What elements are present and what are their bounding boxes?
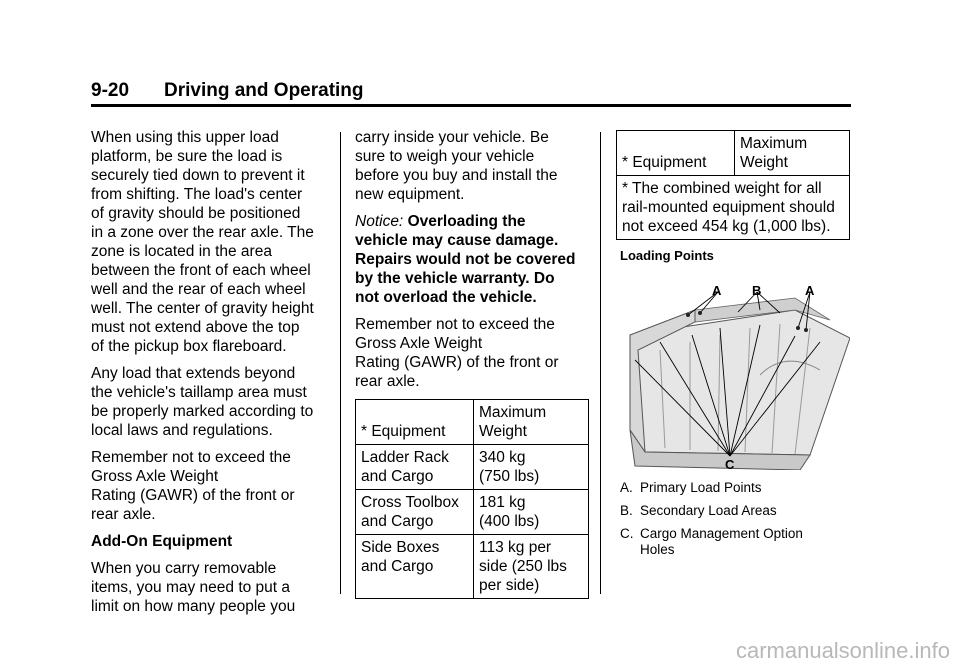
figure-title: Loading Points — [620, 248, 714, 263]
column-2 — [355, 128, 595, 599]
caption-key: A. — [620, 480, 633, 495]
label-b: B — [752, 283, 762, 298]
cell-equipment: Side Boxes and Cargo — [356, 535, 474, 599]
page-header — [91, 80, 851, 104]
table-footnote-row — [617, 176, 850, 240]
subheading: Add-On Equipment — [91, 533, 233, 550]
header-equipment: * Equipment — [356, 400, 474, 445]
loading-points-figure — [620, 280, 850, 470]
table-header-row — [617, 131, 850, 176]
section-title: Driving and Operating — [164, 80, 364, 101]
equipment-weight-table — [355, 399, 589, 599]
table-row — [356, 445, 589, 490]
header-weight: Maximum Weight — [735, 131, 850, 176]
header-equipment: * Equipment — [617, 131, 735, 176]
caption-item — [620, 480, 855, 496]
caption-text: Cargo Management Option Holes — [640, 526, 803, 557]
column-3 — [616, 130, 852, 240]
cell-equipment: Cross Toolbox and Cargo — [356, 490, 474, 535]
equipment-weight-table-continued — [616, 130, 850, 240]
column-divider-2 — [600, 132, 601, 594]
caption-text: Secondary Load Areas — [640, 503, 777, 518]
table-header-row — [356, 400, 589, 445]
cell-weight: 113 kg per side (250 lbs per side) — [474, 535, 589, 599]
table-row — [356, 490, 589, 535]
table-row — [356, 535, 589, 599]
page-number: 9-20 — [91, 80, 130, 101]
paragraph: When using this upper load platform, be sure the load is securely tied down to prevent it from shifting. The load's center of gravity should be positioned in a zone over the rear axle. The zone is located in the area between the front of each wheel well and the rear of each wheel well. The center of gravity height must not extend above the top of the pickup box flareboard. — [91, 129, 314, 355]
notice-text: Overloading the vehicle may cause damage. Repairs would not be covered by the vehicle warranty. Do not overload the vehicle. — [355, 213, 576, 306]
paragraph: Remember not to exceed the Gross Axle Weight Rating (GAWR) of the front or rear axle. — [355, 316, 559, 390]
caption-item — [620, 503, 855, 519]
column-1 — [91, 128, 336, 624]
caption-item — [620, 526, 855, 558]
cell-weight: 340 kg (750 lbs) — [474, 445, 589, 490]
watermark: carmanualsonline.info — [735, 638, 950, 663]
paragraph: Any load that extends beyond the vehicle's taillamp area must be properly marked according to local laws and regulations. — [91, 365, 314, 439]
truck-bed-illustration — [620, 280, 850, 470]
figure-captions — [620, 480, 855, 565]
paragraph: When you carry removable items, you may need to put a limit on how many people you — [91, 560, 296, 615]
paragraph: Remember not to exceed the Gross Axle Weight Rating (GAWR) of the front or rear axle. — [91, 449, 295, 523]
caption-key: C. — [620, 526, 634, 541]
cell-equipment: Ladder Rack and Cargo — [356, 445, 474, 490]
table-footnote: * The combined weight for all rail-mounted equipment should not exceed 454 kg (1,000 lbs). — [617, 176, 850, 240]
header-rule — [91, 104, 851, 107]
column-divider-1 — [340, 132, 341, 594]
caption-text: Primary Load Points — [640, 480, 762, 495]
paragraph: carry inside your vehicle. Be sure to weigh your vehicle before you buy and install the new equipment. — [355, 129, 558, 203]
label-a-left: A — [712, 283, 722, 298]
notice-label: Notice: — [355, 213, 404, 230]
label-c: C — [725, 457, 735, 470]
label-a-right: A — [805, 283, 815, 298]
header-weight: Maximum Weight — [474, 400, 589, 445]
notice — [355, 212, 595, 307]
caption-key: B. — [620, 503, 633, 518]
cell-weight: 181 kg (400 lbs) — [474, 490, 589, 535]
